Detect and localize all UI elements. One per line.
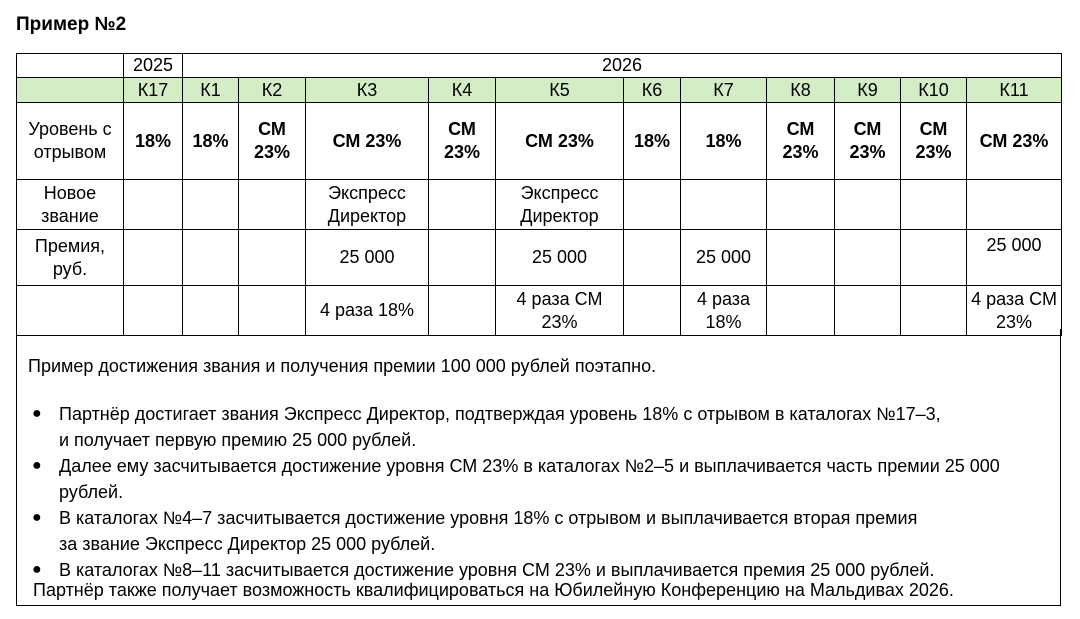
table-cell (124, 230, 183, 286)
table-cell (624, 180, 681, 230)
note-outro: Партнёр также получает возможность квалифицироваться на Юбилейную Конференцию на Мальдивах 2026. (33, 580, 954, 600)
table-cell (124, 286, 183, 336)
table-cell: 25 000 (496, 230, 624, 286)
catalog-header: К5 (496, 78, 624, 103)
table-cell (835, 286, 901, 336)
corner-cell (17, 54, 124, 78)
table-cell: 4 раза СМ 23% (967, 286, 1062, 336)
table-cell: 25 000 (681, 230, 767, 286)
year-cell: 2025 (124, 54, 183, 78)
year-cell: 2026 (183, 54, 1062, 78)
row-label: Новое звание (17, 180, 124, 230)
table-cell (239, 286, 306, 336)
table-cell (681, 180, 767, 230)
list-item (17, 453, 1060, 505)
row-label (17, 78, 124, 103)
table-cell (767, 286, 835, 336)
list-item-text: и получает первую премию 25 000 рублей. (59, 430, 417, 450)
table-cell: Экспресс Директор (306, 180, 429, 230)
table-cell: СМ 23% (306, 103, 429, 180)
table-cell (967, 180, 1062, 230)
table-cell: 25 000 (306, 230, 429, 286)
table-cell: СМ 23% (239, 103, 306, 180)
table-cell: СМ 23% (967, 103, 1062, 180)
list-item-text: В каталогах №4–7 засчитывается достижение уровня 18% с отрывом и выплачивается вторая премия (59, 508, 918, 528)
table-cell: 18% (681, 103, 767, 180)
steps-list (17, 401, 1060, 583)
table-cell: 25 000 (967, 230, 1062, 286)
catalog-header: К10 (901, 78, 967, 103)
table-cell: СМ 23% (496, 103, 624, 180)
table-cell (429, 180, 496, 230)
bonus-table (16, 53, 1062, 336)
table-cell (901, 230, 967, 286)
catalog-header: К2 (239, 78, 306, 103)
list-item-text: Далее ему засчитывается достижение уровня СМ 23% в каталогах №2–5 и выплачивается часть премии 25 000 рублей. (59, 456, 1000, 502)
list-item-text: В каталогах №8–11 засчитывается достижение уровня СМ 23% и выплачивается премия 25 000 рублей. (59, 560, 935, 580)
table-cell (835, 230, 901, 286)
catalog-header: К1 (183, 78, 239, 103)
table-cell (239, 180, 306, 230)
table-cell: Экспресс Директор (496, 180, 624, 230)
table-cell (429, 286, 496, 336)
table-cell: СМ 23% (767, 103, 835, 180)
table-cell (835, 180, 901, 230)
table-cell: 4 раза СМ 23% (496, 286, 624, 336)
catalog-header: К3 (306, 78, 429, 103)
rank-row (17, 180, 1062, 230)
list-item (17, 401, 1060, 453)
level-row (17, 103, 1062, 180)
table-cell (767, 230, 835, 286)
table-cell (901, 286, 967, 336)
catalog-header: К6 (624, 78, 681, 103)
table-cell (183, 230, 239, 286)
catalog-header: К11 (967, 78, 1062, 103)
table-cell: 18% (624, 103, 681, 180)
prize-row (17, 230, 1062, 286)
row-label (17, 286, 124, 336)
table-cell (767, 180, 835, 230)
table-cell: СМ 23% (835, 103, 901, 180)
table-cell (239, 230, 306, 286)
note-intro: Пример достижения звания и получения премии 100 000 рублей поэтапно. (28, 356, 657, 376)
catalog-header: К9 (835, 78, 901, 103)
bullet-icon: ● (32, 405, 42, 422)
multiplier-row (17, 286, 1062, 336)
table-cell: СМ 23% (901, 103, 967, 180)
catalog-header: К7 (681, 78, 767, 103)
list-item-text: за звание Экспресс Директор 25 000 рублей. (59, 534, 436, 554)
table-cell (624, 286, 681, 336)
table-cell (183, 180, 239, 230)
list-item-text: Партнёр достигает звания Экспресс Директор, подтверждая уровень 18% с отрывом в каталогах №17–3, (59, 404, 941, 424)
catalog-header: К4 (429, 78, 496, 103)
table-cell (183, 286, 239, 336)
table-cell (124, 180, 183, 230)
catalog-header: К17 (124, 78, 183, 103)
table-cell (624, 230, 681, 286)
table-cell: 18% (183, 103, 239, 180)
table-cell: 18% (124, 103, 183, 180)
catalog-header: К8 (767, 78, 835, 103)
table-cell: 4 раза 18% (306, 286, 429, 336)
example-note (16, 329, 1061, 606)
row-label: Премия, руб. (17, 230, 124, 286)
table-cell: СМ 23% (429, 103, 496, 180)
page-title: Пример №2 (16, 14, 127, 35)
row-label: Уровень с отрывом (17, 103, 124, 180)
table-cell: 4 раза 18% (681, 286, 767, 336)
bullet-icon: ● (32, 509, 42, 526)
year-row (17, 54, 1062, 78)
bullet-icon: ● (32, 561, 42, 578)
list-item (17, 505, 1060, 557)
bullet-icon: ● (32, 457, 42, 474)
table-cell (901, 180, 967, 230)
table-cell (429, 230, 496, 286)
catalog-row (17, 78, 1062, 103)
